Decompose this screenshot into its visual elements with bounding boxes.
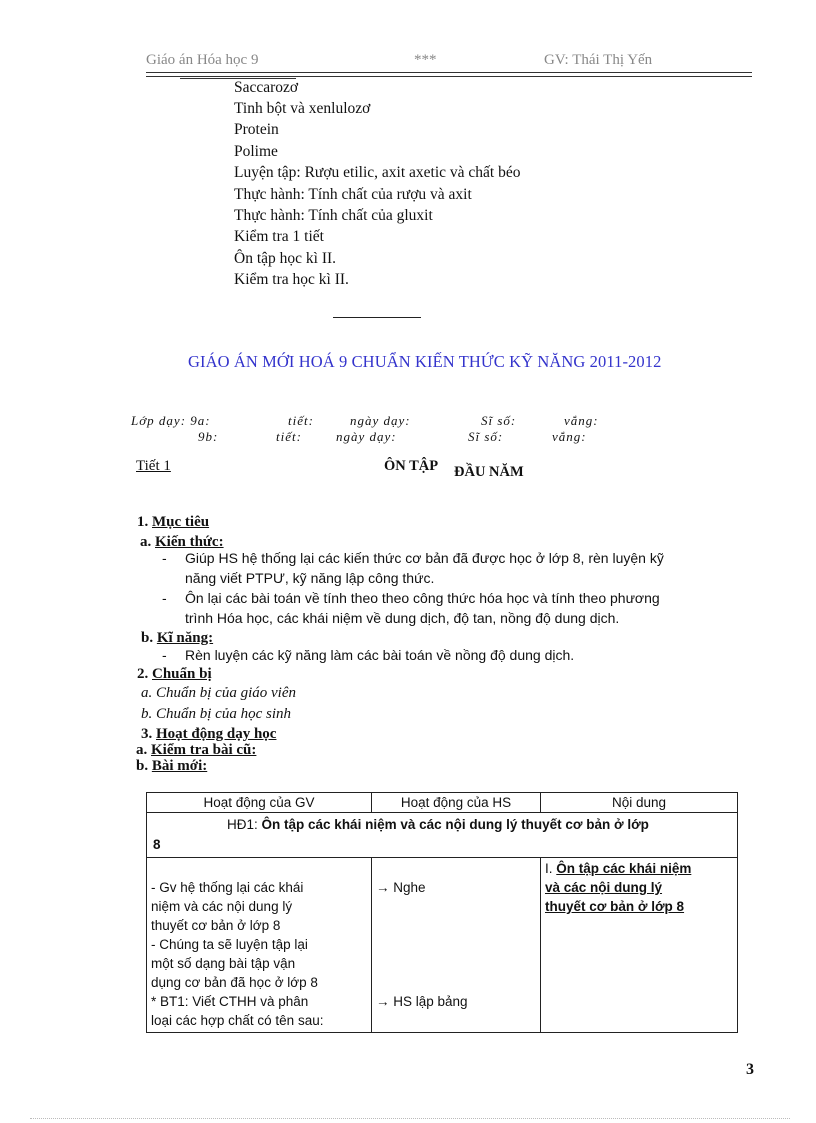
header-noi-dung: Nội dung: [541, 793, 738, 813]
syllabus-item: Tinh bột và xenlulozơ: [234, 100, 371, 117]
hd1-title: Ôn tập các khái niệm và các nội dung lý thuyết cơ bản ở lớp: [261, 817, 649, 832]
content-prefix: I.: [545, 861, 553, 876]
page-title: GIÁO ÁN MỚI HOÁ 9 CHUẨN KIẾN THỨC KỸ NĂNG 2011-2012: [188, 352, 662, 371]
class-9a-vang: vắng:: [564, 413, 599, 428]
gv-line: - Chúng ta sẽ luyện tập lại: [151, 937, 308, 952]
section-2-number: 2.: [137, 666, 149, 682]
bullet-dash: -: [162, 647, 167, 663]
gv-line: loại các hợp chất có tên sau:: [151, 1013, 324, 1028]
gv-activity-cell: [147, 858, 372, 1033]
gv-line: niệm và các nội dung lý: [151, 899, 293, 914]
header-center: ***: [414, 52, 437, 68]
section-1a: [140, 534, 224, 551]
header-left: Giáo án Hóa học 9: [146, 52, 259, 68]
page-number: 3: [746, 1061, 754, 1078]
syllabus-item: Saccarozơ: [234, 79, 299, 96]
syllabus-item: Polime: [234, 143, 278, 160]
gv-line: dụng cơ bản đã học ở lớp 8: [151, 975, 318, 990]
syllabus-item: Thực hành: Tính chất của rượu và axit: [234, 186, 472, 203]
header-rule-bottom: [146, 76, 752, 77]
content-line-1: Ôn tập các khái niệm: [556, 861, 692, 876]
class-9b-vang: vắng:: [552, 429, 587, 444]
section-2: [137, 666, 212, 683]
lesson-plan-table: [146, 792, 738, 1033]
section-3-number: 3.: [141, 726, 153, 742]
lesson-number: Tiết 1: [136, 458, 171, 474]
class-9b-ngay: ngày dạy:: [336, 429, 397, 444]
skill-bullet-1: Rèn luyện các kỹ năng làm các bài toán về nồng độ dung dịch.: [185, 647, 575, 663]
header-rule-top: [146, 72, 752, 73]
section-1b-title: Kĩ năng:: [156, 630, 214, 646]
syllabus-item: Thực hành: Tính chất của gluxit: [234, 207, 433, 224]
syllabus-item: Kiểm tra 1 tiết: [234, 228, 324, 245]
hd1-prefix: HĐ1:: [227, 817, 258, 832]
class-9b-tiet: tiết:: [276, 429, 302, 444]
section-3a: [136, 742, 256, 759]
hd1-cell: [147, 813, 738, 858]
section-2b: b. Chuẩn bị của học sinh: [141, 706, 291, 722]
syllabus-item: Ôn tập học kì II.: [234, 250, 337, 267]
hd1-title-cont: 8: [153, 837, 161, 852]
section-1a-title: Kiến thức:: [155, 534, 224, 550]
table-header-row: [147, 793, 738, 813]
section-1-title: Mục tiêu: [152, 514, 210, 530]
bullet-dash: -: [162, 590, 167, 606]
section-3a-number: a.: [136, 742, 148, 758]
section-1-number: 1.: [137, 514, 149, 530]
gv-line: * BT1: Viết CTHH và phân: [151, 994, 309, 1009]
content-line-3: thuyết cơ bản ở lớp 8: [545, 899, 685, 914]
class-9a-tiet: tiết:: [288, 413, 314, 428]
gv-line: thuyết cơ bản ở lớp 8: [151, 918, 281, 933]
section-2a: a. Chuẩn bị của giáo viên: [141, 685, 296, 701]
table-row: [147, 858, 738, 1033]
section-2-title: Chuẩn bị: [152, 666, 212, 682]
hs-line-nghe: → Nghe: [376, 880, 426, 895]
table-row-hd1: [147, 813, 738, 858]
content-line-2: và các nội dung lý: [545, 880, 663, 895]
hs-line-lap-bang: → HS lập bảng: [376, 994, 468, 1009]
class-9a-label: Lớp dạy: 9a:: [131, 413, 211, 428]
class-9a-ngay: ngày dạy:: [350, 413, 411, 428]
header-hs: Hoạt động của HS: [372, 793, 541, 813]
section-1b-number: b.: [141, 630, 154, 646]
gv-line: một số dạng bài tập vận: [151, 956, 296, 971]
class-9a-siso: Sĩ số:: [481, 413, 517, 428]
class-9b-siso: Sĩ số:: [468, 429, 504, 444]
lesson-title-b: ĐẦU NĂM: [454, 464, 524, 480]
section-3: [141, 726, 276, 743]
class-9b-label: 9b:: [198, 429, 219, 444]
syllabus-item: Protein: [234, 121, 279, 138]
syllabus-item: Luyện tập: Rượu etilic, axit axetic và chất béo: [234, 164, 521, 181]
gv-line: - Gv hệ thống lại các khái: [151, 880, 304, 895]
knowledge-bullet-2-cont: trình Hóa học, các khái niệm về dung dịch, độ tan, nồng độ dung dịch.: [185, 610, 620, 626]
section-1a-number: a.: [140, 534, 152, 550]
lesson-title-a: ÔN TẬP: [384, 458, 439, 474]
knowledge-bullet-2: Ôn lại các bài toán về tính theo theo công thức hóa học và tính theo phương: [185, 590, 660, 606]
section-1b: [141, 630, 213, 647]
separator-line: [333, 317, 421, 318]
section-3b-number: b.: [136, 758, 149, 774]
header-gv: Hoạt động của GV: [147, 793, 372, 813]
page-bottom-dotted-line: [30, 1118, 790, 1119]
content-cell: [541, 858, 738, 1033]
section-3b-title: Bài mới:: [151, 758, 208, 774]
header-right: GV: Thái Thị Yến: [544, 52, 653, 68]
hs-activity-cell: [372, 858, 541, 1033]
section-3-title: Hoạt động dạy học: [156, 726, 277, 742]
section-3a-title: Kiểm tra bài cũ:: [151, 742, 257, 758]
knowledge-bullet-1: Giúp HS hệ thống lại các kiến thức cơ bản đã được học ở lớp 8, rèn luyện kỹ: [185, 550, 664, 566]
section-1: [137, 514, 209, 531]
syllabus-item: Kiểm tra học kì II.: [234, 271, 349, 288]
knowledge-bullet-1-cont: năng viết PTPƯ, kỹ năng lập công thức.: [185, 570, 435, 586]
section-3b: [136, 758, 207, 775]
bullet-dash: -: [162, 550, 167, 566]
